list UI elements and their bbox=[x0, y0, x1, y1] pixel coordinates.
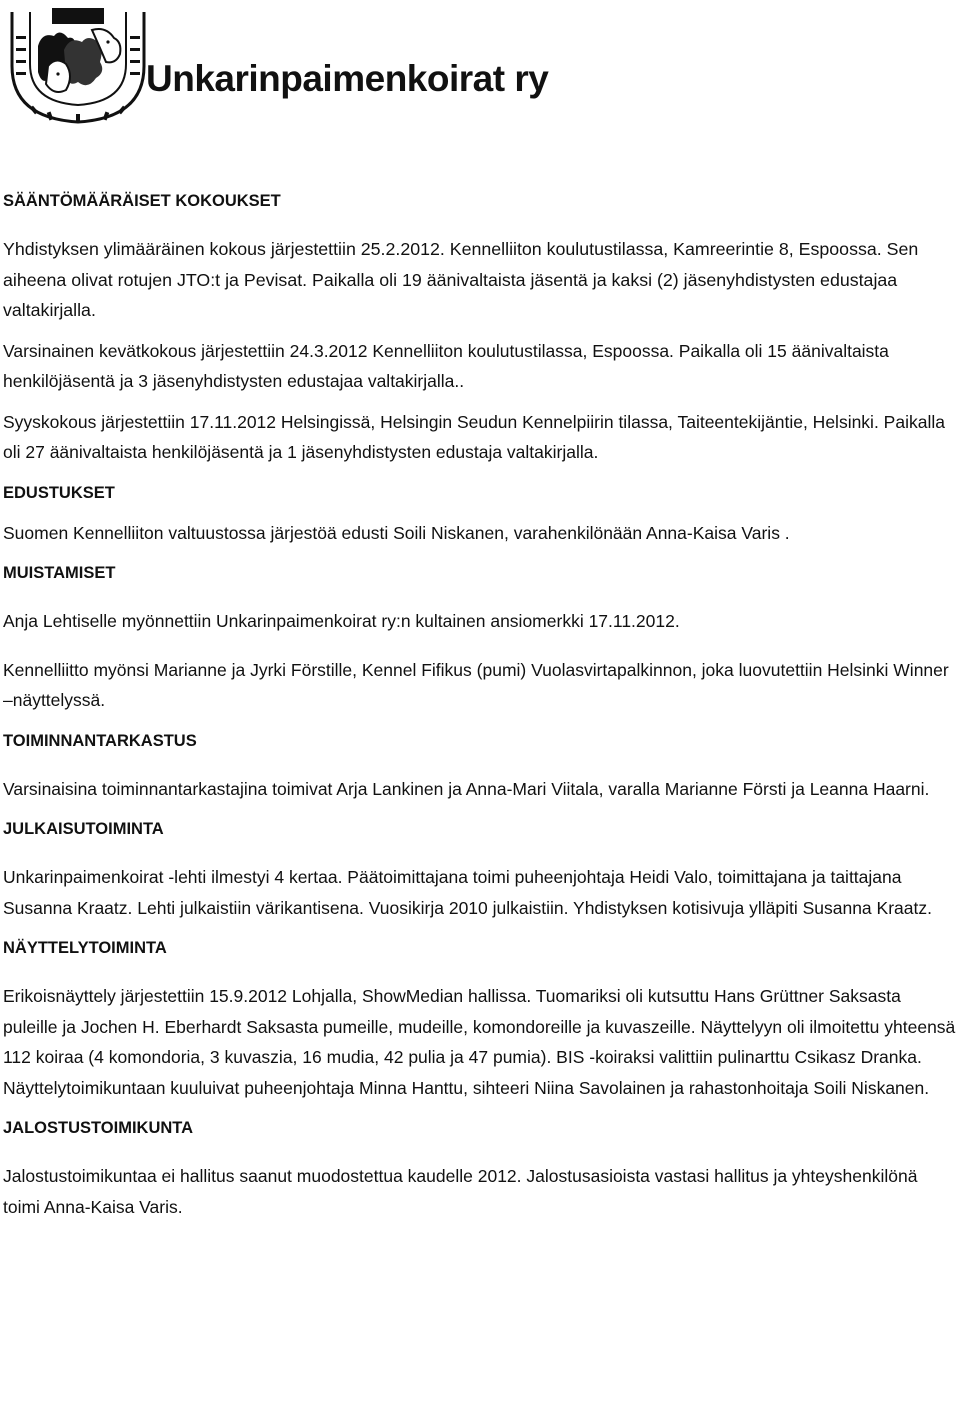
club-seal-logo bbox=[8, 6, 148, 126]
section-heading-shows: NÄYTTELYTOIMINTA bbox=[3, 939, 167, 957]
section-heading-awards: MUISTAMISET bbox=[3, 564, 116, 582]
audit-paragraph: Varsinaisina toiminnantarkastajina toimivat Arja Lankinen ja Anna-Mari Viitala, varalla Marianne Försti ja Leanna Haarni. bbox=[3, 778, 930, 799]
awards-paragraph-trophy: Kennelliitto myönsi Marianne ja Jyrki Förstille, Kennel Fifikus (pumi) Vuolasvirtapalkinnon, joka luovutettiin Helsinki Winner –näyttelyssä. bbox=[3, 659, 949, 710]
publications-paragraph: Unkarinpaimenkoirat -lehti ilmestyi 4 kertaa. Päätoimittajana toimi puheenjohtaja Heidi Valo, toimittajana ja taittajana Susanna Kraatz. Lehti julkaistiin värikantisena. Vuosikirja 2010 julkaistiin. Yhdistyksen kotisivuja ylläpiti Susanna Kraatz. bbox=[3, 867, 932, 918]
report-body bbox=[3, 186, 958, 1222]
section-heading-breeding: JALOSTUSTOIMIKUNTA bbox=[3, 1119, 194, 1137]
section-heading-representations: EDUSTUKSET bbox=[3, 483, 115, 502]
breeding-paragraph: Jalostustoimikuntaa ei hallitus saanut muodostettua kaudelle 2012. Jalostusasioista vastasi hallitus ja yhteyshenkilönä toimi Anna-Kaisa Varis. bbox=[3, 1166, 918, 1217]
section-heading-audit: TOIMINNANTARKASTUS bbox=[3, 731, 197, 750]
letterhead bbox=[8, 6, 549, 126]
section-heading-publications: JULKAISUTOIMINTA bbox=[3, 820, 164, 838]
meetings-paragraph-spring: Varsinainen kevätkokous järjestettiin 24.3.2012 Kennelliiton koulutustilassa, Espoossa. Paikalla oli 15 äänivaltaista henkilöjäsentä ja 3 jäsenyhdistysten edustajaa valtakirjalla.. bbox=[3, 340, 889, 391]
meetings-paragraph-extraordinary: Yhdistyksen ylimääräinen kokous järjestettiin 25.2.2012. Kennelliiton koulutustilassa, Kamreerintie 8, Espoossa. Sen aiheena olivat rotujen JTO:t ja Pevisat. Paikalla oli 19 äänivaltaista jäsentä ja kaksi (2) jäsenyhdistysten edustajaa valtakirjalla. bbox=[3, 239, 919, 320]
representations-paragraph: Suomen Kennelliiton valtuustossa järjestöä edusti Soili Niskanen, varahenkilönään Anna-Kaisa Varis . bbox=[3, 522, 790, 543]
meetings-paragraph-autumn: Syyskokous järjestettiin 17.11.2012 Helsingissä, Helsingin Seudun Kennelpiirin tilassa, Taiteentekijäntie, Helsinki. Paikalla oli 27 äänivaltaista henkilöjäsentä ja 1 jäsenyhdistysten edustaja valtakirjalla. bbox=[3, 411, 945, 462]
org-name: Unkarinpaimenkoirat ry bbox=[146, 58, 549, 99]
shows-paragraph: Erikoisnäyttely järjestettiin 15.9.2012 Lohjalla, ShowMedian hallissa. Tuomariksi oli kutsuttu Hans Grüttner Saksasta puleille ja Jochen H. Eberhardt Saksasta pumeille, mudeille, komondoreille ja kuvaszeille. Näyttelyyn oli ilmoitettu yhteensä 112 koiraa (4 komondoria, 3 kuvaszia, 16 mudia, 42 pulia ja 47 pumia). BIS -koiraksi valittiin pulinarttu Csikasz Dranka. Näyttelytoimikuntaan kuuluivat puheenjohtaja Minna Hanttu, sihteeri Niina Savolainen ja rahastonhoitaja Soili Niskanen. bbox=[3, 986, 956, 1098]
awards-paragraph-merit-badge: Anja Lehtiselle myönnettiin Unkarinpaimenkoirat ry:n kultainen ansiomerkki 17.11.2012. bbox=[3, 611, 680, 631]
section-heading-meetings: SÄÄNTÖMÄÄRÄISET KOKOUKSET bbox=[3, 192, 281, 210]
